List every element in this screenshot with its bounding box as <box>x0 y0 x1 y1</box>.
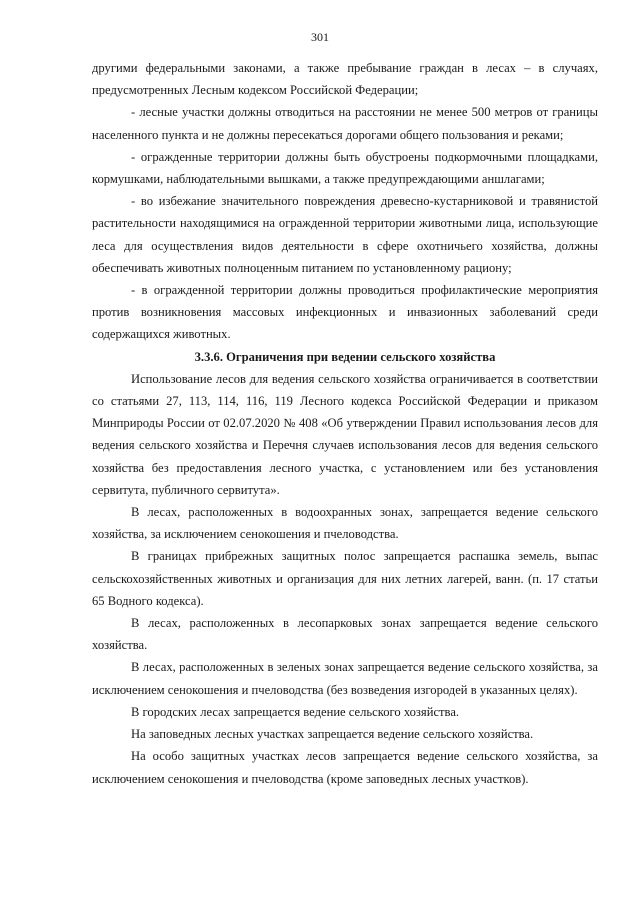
document-body <box>92 57 598 790</box>
page-number: 301 <box>311 30 329 44</box>
paragraph: В лесах, расположенных в зеленых зонах запрещается ведение сельского хозяйства, за исключением сенокошения и пчеловодства (без возведения изгородей в указанных целях). <box>92 660 598 697</box>
list-item: - во избежание значительного повреждения древесно-кустарниковой и травянистой растительности находящимися на огражденной территории животными лица, использующие леса для осуществления видов деятельности в сфере охотничьего хозяйства, должны обеспечивать животных полноценным питанием по установленному рациону; <box>92 194 598 275</box>
list-item: - в огражденной территории должны проводиться профилактические мероприятия против возникновения массовых инфекционных и инвазионных заболеваний среди содержащихся животных. <box>92 283 598 342</box>
paragraph: В границах прибрежных защитных полос запрещается распашка земель, выпас сельскохозяйственных животных и организация для них летних лагерей, ванн. (п. 17 статьи 65 Водного кодекса). <box>92 549 598 608</box>
section-heading: 3.3.6. Ограничения при ведении сельского хозяйства <box>194 349 496 364</box>
paragraph: На заповедных лесных участках запрещается ведение сельского хозяйства. <box>131 727 534 742</box>
list-item: - огражденные территории должны быть обустроены подкормочными площадками, кормушками, наблюдательными вышками, а также предупреждающими аншлагами; <box>92 149 598 187</box>
list-item: - лесные участки должны отводиться на расстоянии не менее 500 метров от границы населенного пункта и не должны пересекаться дорогами общего пользования и реками; <box>92 105 598 142</box>
paragraph: В лесах, расположенных в водоохранных зонах, запрещается ведение сельского хозяйства, за исключением сенокошения и пчеловодства. <box>92 505 598 542</box>
paragraph: В городских лесах запрещается ведение сельского хозяйства. <box>131 704 460 719</box>
paragraph: другими федеральными законами, а также пребывание граждан в лесах – в случаях, предусмотренных Лесным кодексом Российской Федерации; <box>92 61 598 98</box>
paragraph: В лесах, расположенных в лесопарковых зонах запрещается ведение сельского хозяйства. <box>92 616 598 653</box>
paragraph: На особо защитных участках лесов запрещается ведение сельского хозяйства, за исключением сенокошения и пчеловодства (кроме заповедных лесных участков). <box>92 749 598 786</box>
paragraph: Использование лесов для ведения сельского хозяйства ограничивается в соответствии со статьями 27, 113, 114, 116, 119 Лесного кодекса Российской Федерации и приказом Минприроды России от 02.07.2020 № 408 «Об утверждении Правил использования лесов для ведения сельского хозяйства и Перечня случаев использования лесов для ведения сельского хозяйства без предоставления лесного участка, с установлением или без установления сервитута, публичного сервитута». <box>92 371 598 497</box>
